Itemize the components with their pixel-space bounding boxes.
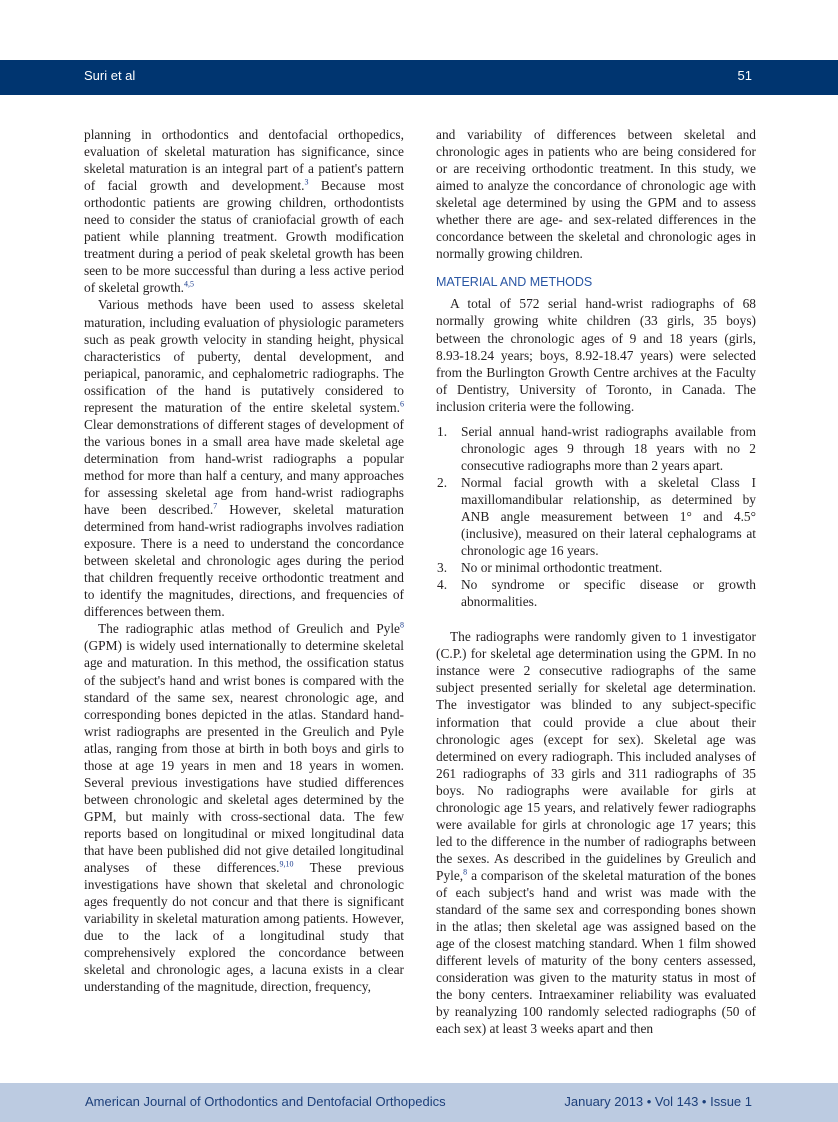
text: Because most orthodontic patients are growing children, orthodontists need to consider the status of craniofacial growth of each patient while planning treatment. Growth modification treatment during a period of peak skeletal growth has been seen to be more successful than during a less active period of skeletal growth.	[84, 178, 404, 296]
list-item	[436, 559, 756, 576]
paragraph: and variability of differences between skeletal and chronologic ages in patients who are being considered for or are receiving orthodontic treatment. In this study, we aimed to analyze the concordance of chronologic age with skeletal age determined by using the GPM and to assess whether there are age- and sex-related differences in the concordance between the skeletal and chronologic ages in normally growing children.	[436, 127, 756, 262]
spacer	[436, 618, 756, 628]
page-number: 51	[737, 68, 752, 83]
text: a comparison of the skeletal maturation of the bones of each subject's hand and wrist was made with the standard of the same sex and corresponding bones shown in the atlas; then skeletal age was assigned based on the age of the closest matching standard. When 1 film showed different levels of maturity of the bony centers assessed, consideration was given to the maturity status in most of the bony centers. Intraexaminer reliability was evaluated by reanalyzing 100 randomly selected radiographs (50 of each sex) at least 3 weeks apart and then	[436, 867, 756, 1037]
paragraph	[84, 296, 404, 620]
text: (GPM) is widely used internationally to determine skeletal age and maturation. In this method, the ossification status of the subject's hand and wrist bones is compared with the standard of the same sex, nearest chronologic age, and corresponding bones depicted in the atlas. Standard hand-wrist radiographs are presented in the Greulich and Pyle atlas, ranging from those at birth in both boys and girls to those at age 19 years in men and 18 years in women. Several previous investigations have studied differences between chronologic and skeletal ages determined by the GPM, but mainly with cross-sectional data. The few reports based on longitudinal or mixed longitudinal data that have been published did not give detailed longitudinal analyses of these differences.	[84, 638, 404, 876]
text: The radiographic atlas method of Greulich and Pyle	[98, 621, 400, 637]
text: planning in orthodontics and dentofacial orthopedics, evaluation of skeletal maturation has significance, since skeletal maturation is an integral part of a patient's pattern of facial growth and development.	[84, 127, 404, 194]
citation-link[interactable]: 3	[304, 177, 309, 187]
citation-link[interactable]: 8	[400, 620, 404, 630]
citation-link[interactable]: 4,5	[184, 279, 195, 289]
paragraph	[84, 126, 404, 296]
list-text: No syndrome or specific disease or growth abnormalities.	[461, 577, 756, 610]
list-text: No or minimal orthodontic treatment.	[461, 560, 663, 576]
text: However, skeletal maturation determined from hand-wrist radiographs involves radiation exposure. There is a need to understand the concordance between skeletal and chronologic ages during the period that children frequently receive orthodontic treatment and to identify the magnitudes, directions, and frequencies of differences between them.	[84, 502, 405, 620]
citation-link[interactable]: 7	[213, 501, 218, 511]
list-text: Normal facial growth with a skeletal Class I maxillomandibular relationship, as determined by ANB angle measurement between 1° and 4.5° (inclusive), measured on their lateral cephalograms at chronologic age 16 years.	[461, 474, 756, 559]
list-number: 4.	[437, 577, 448, 593]
section-heading: MATERIAL AND METHODS	[436, 275, 593, 290]
text: Various methods have been used to assess skeletal maturation, including evaluation of physiologic parameters such as peak growth velocity in standing height, physical characteristics of puberty, dental development, and periapical, panoramic, and cephalometric radiographs. The ossification of the hand is putatively considered to represent the maturation of the entire skeletal system.	[84, 297, 404, 415]
right-column	[436, 126, 756, 1037]
citation-link[interactable]: 8	[463, 867, 468, 877]
list-number: 3.	[437, 560, 448, 576]
text: Clear demonstrations of different stages of development of the various bones in a small area have made skeletal age determination from hand-wrist radiographs a popular method for more than half a century, and many approaches for assessing skeletal age from hand-wrist radiographs have been described.	[84, 416, 404, 518]
inclusion-criteria-list	[436, 423, 756, 611]
paragraph	[84, 620, 404, 995]
list-number: 1.	[437, 423, 448, 439]
running-footer	[0, 1083, 838, 1122]
list-item	[436, 576, 756, 610]
header-authors: Suri et al	[84, 68, 136, 83]
list-number: 2.	[437, 474, 448, 490]
left-column	[84, 126, 404, 995]
text: These previous investigations have shown that skeletal and chronologic ages frequently do not concur and that there is significant variability in skeletal maturation among patients. However, due to the lack of a longitudinal study that comprehensively explored the concordance between skeletal and chronologic ages, a lacuna exists in a clear understanding of the magnitude, direction, frequency,	[84, 860, 405, 995]
list-text: Serial annual hand-wrist radiographs available from chronologic ages 9 through 18 years with no 2 consecutive radiographs more than 2 years apart.	[461, 423, 756, 473]
paragraph	[436, 628, 756, 1037]
issue-info: January 2013 • Vol 143 • Issue 1	[564, 1094, 752, 1109]
list-item	[436, 474, 756, 559]
text: The radiographs were randomly given to 1 investigator (C.P.) for skeletal age determination using the GPM. In no instance were 2 consecutive radiographs of the same subject presented serially for skeletal age determination. The investigator was blinded to any subject-specific information that could provide a clue about their chronologic ages (except for sex). Skeletal age was determined on every radiograph. This included analyses of 261 radiographs of 33 girls and 311 radiographs of 35 boys. No radiographs were available for girls at chronologic age 15 years, and relatively fewer radiographs were available for girls at chronologic age 17 years; this led to the difference in the number of radiographs between the sexes. As described in the guidelines by Greulich and Pyle,	[436, 629, 756, 883]
citation-link[interactable]: 6	[400, 399, 404, 409]
running-header	[0, 60, 838, 95]
list-item	[436, 423, 756, 474]
journal-name: American Journal of Orthodontics and Dentofacial Orthopedics	[85, 1094, 446, 1109]
citation-link[interactable]: 9,10	[279, 859, 294, 869]
paragraph: A total of 572 serial hand-wrist radiographs of 68 normally growing white children (33 girls, 35 boys) between the chronologic ages of 9 and 18 years (girls, 8.93-18.24 years; boys, 8.92-18.47 years) were selected from the Burlington Growth Centre archives at the Faculty of Dentistry, University of Toronto, in Canada. The inclusion criteria were the following.	[436, 296, 756, 414]
